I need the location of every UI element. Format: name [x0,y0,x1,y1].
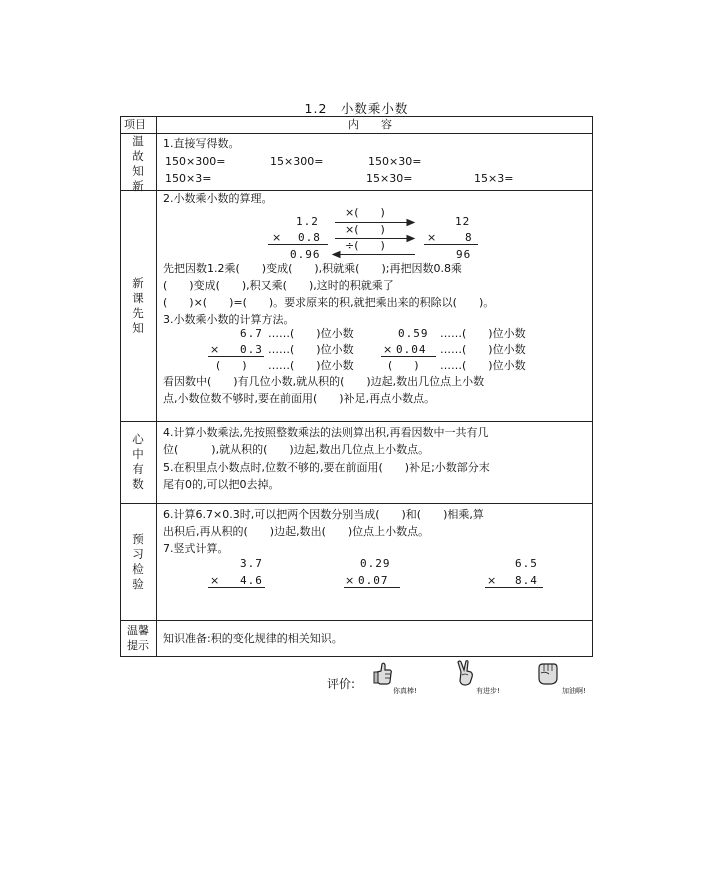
arrow-left-icon [333,252,340,258]
vertical-calc-1-op: × [210,574,220,587]
eval-text-great: 你真棒! [393,687,417,695]
dots-label: ……( )位小数 [268,359,354,372]
method2-a: 0.59 [398,327,429,340]
eval-text-progress: 有进步! [476,687,500,695]
vertical-calc-1-b: 4.6 [240,574,263,587]
calc-right-b: 8 [465,231,473,244]
header-col-content: 内 容 [348,118,392,131]
dots-label: ……( )位小数 [440,359,526,372]
page-title: 1.2 小数乘小数 [304,101,409,116]
arrow-label-1: ×( ) [345,206,385,219]
text-line: 尾有0的,可以把0去掉。 [163,478,280,491]
section-label-new: 新 课 先 知 [132,276,144,335]
vertical-calc-1-a: 3.7 [240,557,263,570]
calc-left-b: 0.8 [298,231,321,244]
vertical-calc-3-a: 6.5 [515,557,538,570]
review-item: 15×300= [270,155,324,168]
calc-left-a: 1.2 [296,215,319,228]
calc-right-a: 12 [455,215,471,228]
method2-op: × [383,343,393,356]
evaluation-label: 评价: [327,677,356,691]
text-line: 点,小数位数不够时,要在前面用( )补足,再点小数点。 [163,392,436,405]
calc-right-result: 96 [456,248,472,261]
text-line: 5.在积里点小数点时,位数不够的,要在前面用( )补足;小数部分末 [163,461,490,474]
text-line: 先把因数1.2乘( )变成( ),积就乘( );再把因数0.8乘 [163,262,462,275]
arrow-right-icon [407,236,414,242]
review-item: 150×30= [368,155,422,168]
review-item: 150×300= [165,155,226,168]
text-line: ( )×( )=( )。要求原来的积,就把乘出来的积除以( )。 [163,296,495,309]
method1-a: 6.7 [240,327,263,340]
question-7: 7.竖式计算。 [163,542,229,555]
dots-label: ……( )位小数 [268,343,354,356]
review-item: 15×30= [366,172,413,185]
text-line: 看因数中( )有几位小数,就从积的( )边起,数出几位点上小数 [163,375,485,388]
dots-label: ……( )位小数 [268,327,354,340]
question-2: 2.小数乘小数的算理。 [163,192,273,205]
question-1: 1.直接写得数。 [163,137,240,150]
calc-left-result: 0.96 [290,248,321,261]
vertical-calc-2-op: × [345,574,355,587]
tips-text: 知识准备:积的变化规律的相关知识。 [163,632,343,645]
arrow-label-2: ×( ) [345,223,385,236]
review-item: 15×3= [474,172,514,185]
question-3: 3.小数乘小数的计算方法。 [163,313,295,326]
vertical-calc-3-op: × [487,574,497,587]
arrow-right-icon [407,220,414,226]
review-item: 150×3= [165,172,212,185]
method1-result: ( ) [216,359,247,372]
arrow-label-3: ÷( ) [345,239,385,252]
text-line: 出积后,再从积的( )边起,数出( )位点上小数点。 [163,525,430,538]
text-line: 6.计算6.7×0.3时,可以把两个因数分别当成( )和( )相乘,算 [163,508,484,521]
text-line: 位( ),就从积的( )边起,数出几位点上小数点。 [163,443,430,456]
section-label-preview: 预 习 检 验 [132,532,144,591]
dots-label: ……( )位小数 [440,343,526,356]
victory-hand-icon[interactable] [455,660,475,689]
method1-op: × [210,343,220,356]
fist-icon[interactable] [536,660,560,689]
vertical-calc-2-b: 0.07 [358,574,389,587]
method2-b: 0.04 [396,343,427,356]
dots-label: ……( )位小数 [440,327,526,340]
method1-b: 0.3 [240,343,263,356]
section-label-tips: 温馨 提示 [127,624,149,652]
vertical-calc-3-b: 8.4 [515,574,538,587]
text-line: 4.计算小数乘法,先按照整数乘法的法则算出积,再看因数中一共有几 [163,426,489,439]
vertical-calc-2-a: 0.29 [360,557,391,570]
method2-result: ( ) [388,359,419,372]
header-col-item: 项目 [124,118,146,131]
section-label-mind: 心 中 有 数 [132,432,144,491]
eval-text-cheer: 加油啊! [562,687,586,695]
calc-left-op: × [272,231,282,244]
thumbs-up-icon[interactable] [372,660,394,689]
calc-right-op: × [427,231,437,244]
text-line: ( )变成( ),积又乘( ),这时的积就乘了 [163,279,394,292]
section-label-review: 温 故 知 新 [132,134,144,193]
